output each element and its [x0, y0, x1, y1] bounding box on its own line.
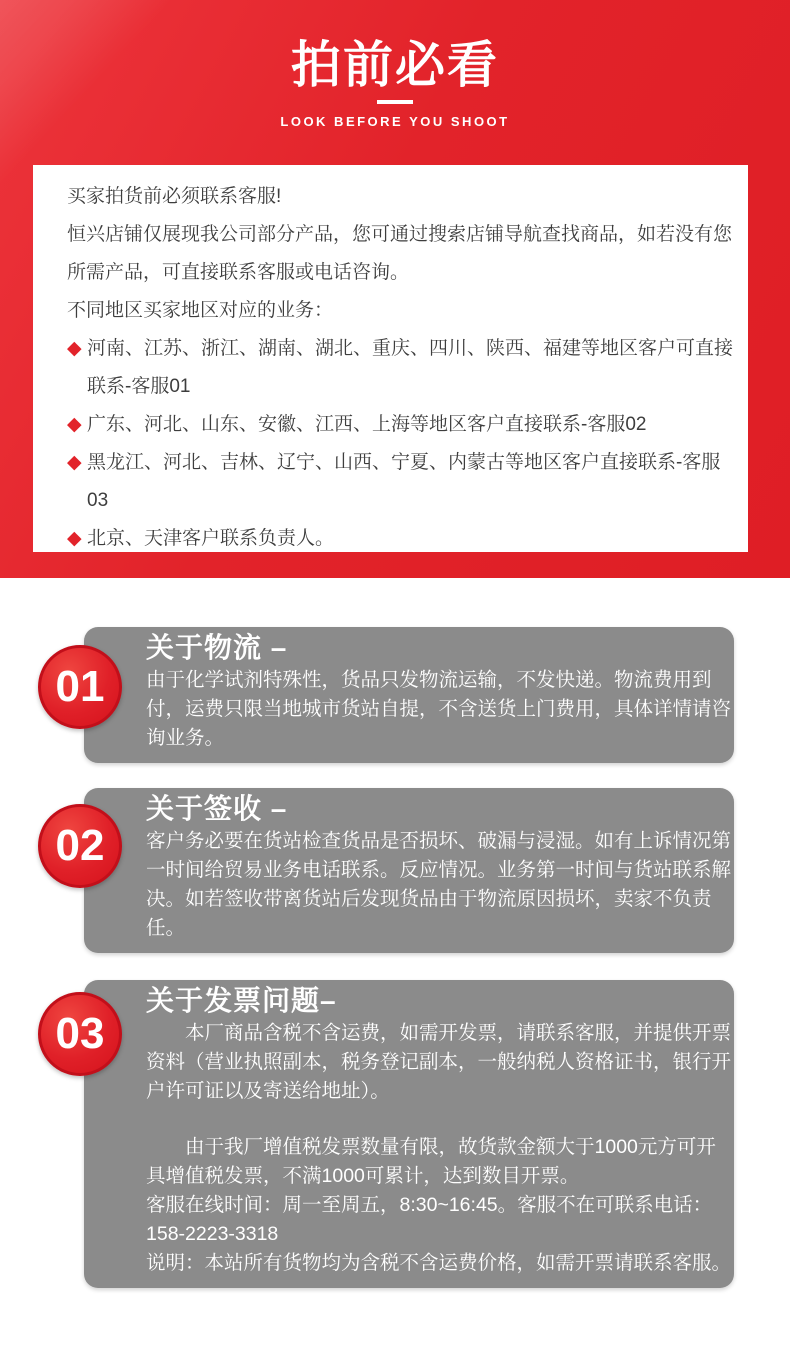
- page-title: 拍前必看: [291, 37, 499, 93]
- bullet-text: 广东、河北、山东、安徽、江西、上海等地区客户直接联系-客服02: [87, 414, 647, 435]
- notice-line: 恒兴店铺仅展现我公司部分产品，您可通过搜索店铺导航查找商品，如若没有您所需产品，可直接联系客服或电话咨询。: [67, 224, 733, 283]
- section-title: 关于发票问题–: [146, 985, 337, 1016]
- section-paragraph: 由于我厂增值税发票数量有限，故货款金额大于1000元方可开具增值税发票，不满1000可累计，达到数目开票。: [146, 1136, 716, 1187]
- section-number-badge: 01: [38, 645, 122, 729]
- section-paragraph: 158-2223-3318: [146, 1223, 279, 1245]
- notice-card: [33, 165, 748, 552]
- section-paragraph: 本厂商品含税不含运费，如需开发票，请联系客服，并提供开票资料（营业执照副本，税务登记副本，一般纳税人资格证书，银行开户许可证以及寄送给地址）。: [146, 1022, 732, 1102]
- section-body: [146, 827, 734, 943]
- section-invoice: [0, 980, 790, 1288]
- section-paragraph: 客服在线时间：周一至周五，8:30~16:45。客服不在可联系电话：: [146, 1194, 713, 1216]
- bullet-text: 黑龙江、河北、吉林、辽宁、山西、宁夏、内蒙古等地区客户直接联系-客服03: [87, 452, 721, 511]
- notice-line: 买家拍货前必须联系客服!: [67, 186, 282, 207]
- section-number-badge: 03: [38, 992, 122, 1076]
- banner: [0, 0, 790, 578]
- bullet-text: 河南、江苏、浙江、湖南、湖北、重庆、四川、陕西、福建等地区客户可直接联系-客服01: [87, 338, 734, 397]
- bullet-text: 北京、天津客户联系负责人。: [87, 528, 335, 549]
- title-divider: [377, 100, 413, 104]
- section-receipt: [0, 788, 790, 953]
- section-title: 关于签收 –: [146, 793, 288, 824]
- page-subtitle: LOOK BEFORE YOU SHOOT: [280, 114, 510, 129]
- section-body: [146, 1019, 734, 1278]
- section-body: [146, 666, 734, 753]
- section-box: [84, 788, 734, 953]
- section-box: [84, 980, 734, 1288]
- region-bullet-list: [67, 330, 739, 558]
- list-item: [67, 330, 739, 406]
- diamond-bullet-icon: ◆: [67, 338, 82, 359]
- list-item: [67, 520, 739, 558]
- section-logistics: [0, 627, 790, 763]
- section-box: [84, 627, 734, 763]
- section-title: 关于物流 –: [146, 632, 288, 663]
- notice-line: 不同地区买家地区对应的业务：: [67, 300, 334, 321]
- diamond-bullet-icon: ◆: [67, 414, 82, 435]
- list-item: [67, 444, 739, 520]
- diamond-bullet-icon: ◆: [67, 452, 82, 473]
- list-item: [67, 406, 739, 444]
- section-paragraph: 说明：本站所有货物均为含税不含运费价格，如需开票请联系客服。: [146, 1252, 732, 1274]
- section-paragraph: 由于化学试剂特殊性，货品只发物流运输，不发快递。物流费用到付，运费只限当地城市货站自提，不含送货上门费用，具体详情请咨询业务。: [146, 669, 732, 749]
- section-number-badge: 02: [38, 804, 122, 888]
- section-paragraph: 客户务必要在货站检查货品是否损坏、破漏与浸湿。如有上诉情况第一时间给贸易业务电话联系。反应情况。业务第一时间与货站联系解决。如若签收带离货站后发现货品由于物流原因损坏，卖家不负责任。: [146, 830, 732, 939]
- diamond-bullet-icon: ◆: [67, 528, 82, 549]
